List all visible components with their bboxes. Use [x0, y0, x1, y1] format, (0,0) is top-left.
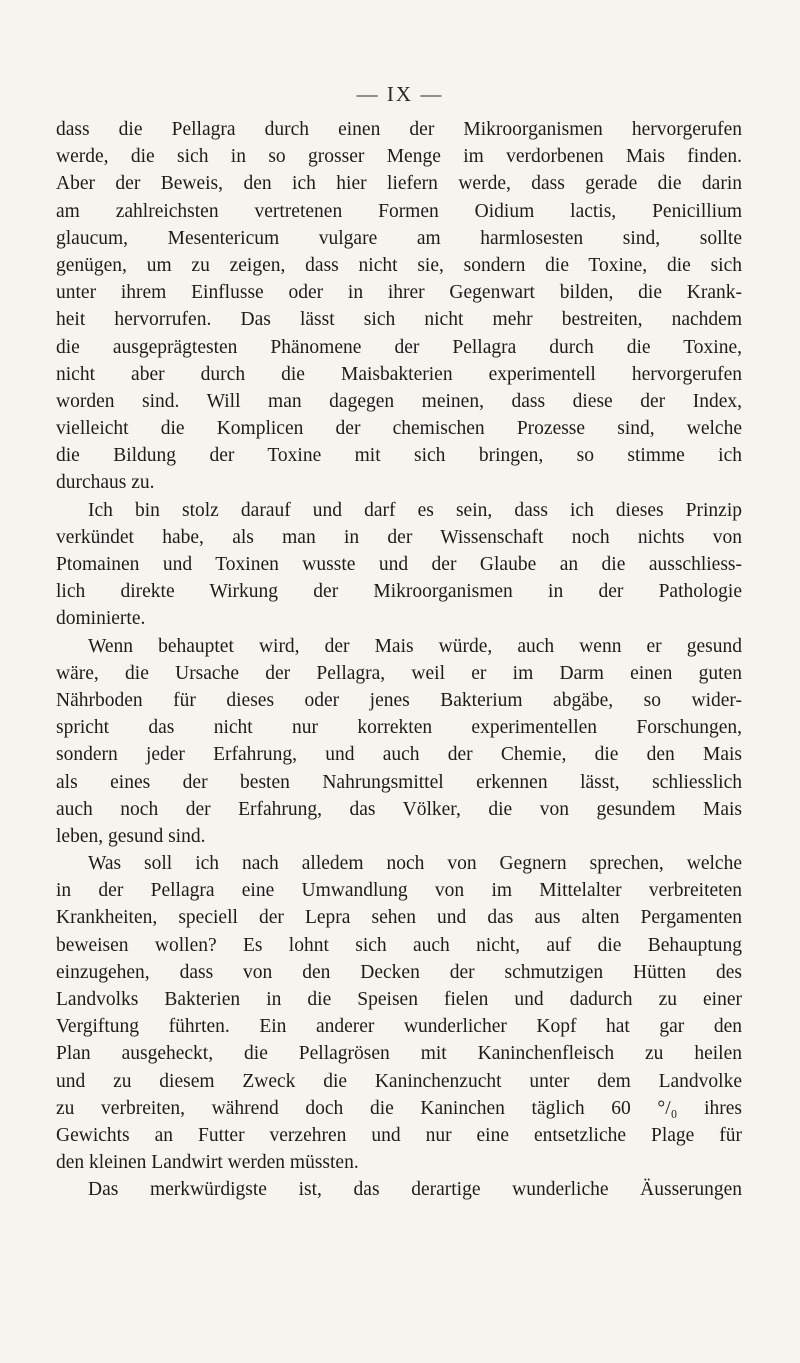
paragraph [56, 497, 742, 633]
text-line: durchaus zu. [56, 472, 155, 494]
paragraph [56, 1176, 742, 1203]
text-line: spricht das nicht nur korrekten experimentellen Forschungen, [56, 717, 742, 739]
text-line: die ausgeprägtesten Phänomene der Pellagra durch die Toxine, [56, 336, 742, 358]
text-line: den kleinen Landwirt werden müssten. [56, 1152, 359, 1174]
body-text [56, 116, 742, 1204]
page-number: — IX — [356, 82, 444, 106]
text-line: genügen, um zu zeigen, dass nicht sie, sondern die Toxine, die sich [56, 254, 742, 276]
text-line: in der Pellagra eine Umwandlung von im Mittelalter verbreiteten [56, 880, 742, 902]
text-line: Gewichts an Futter verzehren und nur eine entsetzliche Plage für [56, 1124, 742, 1146]
text-line: dominierte. [56, 608, 146, 630]
text-line: und zu diesem Zweck die Kaninchenzucht unter dem Landvolke [56, 1070, 742, 1092]
text-line: Was soll ich nach alledem noch von Gegnern sprechen, welche [88, 853, 742, 875]
text-line: Vergiftung führten. Ein anderer wunderlicher Kopf hat gar den [56, 1016, 742, 1038]
text-line: worden sind. Will man dagegen meinen, dass diese der Index, [56, 390, 742, 412]
text-line: Aber der Beweis, den ich hier liefern werde, dass gerade die darin [56, 173, 742, 195]
text-line: Wenn behauptet wird, der Mais würde, auch wenn er gesund [88, 635, 742, 657]
text-line: die Bildung der Toxine mit sich bringen, so stimme ich [56, 445, 742, 467]
text-line: am zahlreichsten vertretenen Formen Oidium lactis, Penicillium [56, 200, 742, 222]
paragraph [56, 116, 742, 497]
text-line: Ptomainen und Toxinen wusste und der Glaube an die ausschliess- [56, 554, 742, 575]
text-line: glaucum, Mesentericum vulgare am harmlosesten sind, sollte [56, 227, 742, 249]
text-line: zu verbreiten, während doch die Kaninchen täglich 60 °/₀ ihres [56, 1097, 742, 1119]
text-line: Krankheiten, speciell der Lepra sehen und das aus alten Pergamenten [56, 907, 742, 929]
text-line: lich direkte Wirkung der Mikroorganismen in der Pathologie [56, 581, 742, 603]
text-line: beweisen wollen? Es lohnt sich auch nicht, auf die Behauptung [56, 934, 742, 956]
text-line: Das merkwürdigste ist, das derartige wunderliche Äusserungen [88, 1179, 742, 1201]
text-line: verkündet habe, als man in der Wissenschaft noch nichts von [56, 526, 742, 548]
text-line: Nährboden für dieses oder jenes Bakterium abgäbe, so wider- [56, 689, 742, 711]
text-line: als eines der besten Nahrungsmittel erkennen lässt, schliesslich [56, 771, 742, 793]
text-line: unter ihrem Einflusse oder in ihrer Gegenwart bilden, die Krank- [56, 282, 742, 304]
paragraph [56, 633, 742, 851]
text-line: Landvolks Bakterien in die Speisen fielen und dadurch zu einer [56, 989, 742, 1010]
text-line: heit hervorrufen. Das lässt sich nicht mehr bestreiten, nachdem [56, 309, 742, 331]
text-line: einzugehen, dass von den Decken der schmutzigen Hütten des [56, 961, 742, 983]
text-line: Plan ausgeheckt, die Pellagrösen mit Kaninchenfleisch zu heilen [56, 1043, 742, 1065]
text-line: werde, die sich in so grosser Menge im verdorbenen Mais finden. [56, 146, 742, 168]
text-line: leben, gesund sind. [56, 825, 206, 847]
text-line: Ich bin stolz darauf und darf es sein, dass ich dieses Prinzip [88, 499, 742, 521]
text-line: nicht aber durch die Maisbakterien experimentell hervorgerufen [56, 363, 742, 385]
text-line: wäre, die Ursache der Pellagra, weil er im Darm einen guten [56, 662, 742, 684]
text-line: auch noch der Erfahrung, das Völker, die von gesundem Mais [56, 798, 742, 820]
text-line: vielleicht die Komplicen der chemischen Prozesse sind, welche [56, 418, 742, 440]
text-line: sondern jeder Erfahrung, und auch der Chemie, die den Mais [56, 744, 742, 766]
text-line: dass die Pellagra durch einen der Mikroorganismen hervorgerufen [56, 119, 742, 140]
paragraph [56, 850, 742, 1176]
